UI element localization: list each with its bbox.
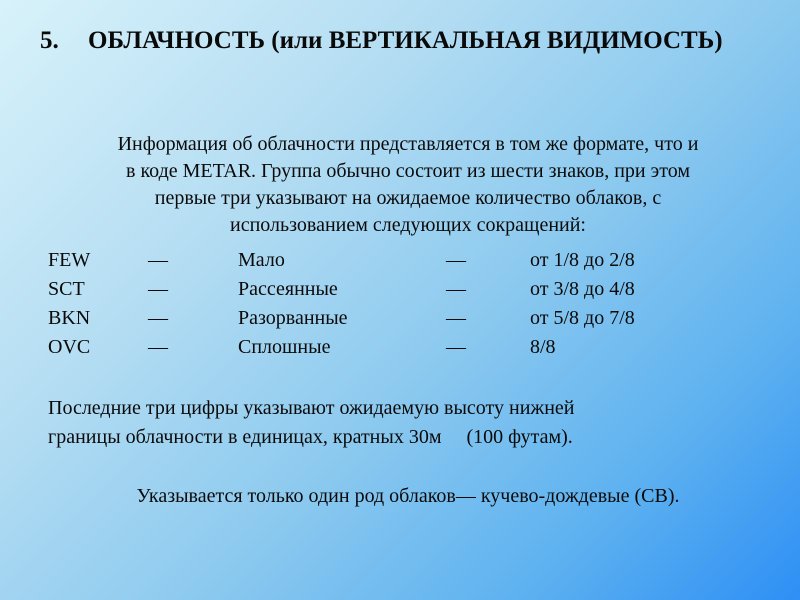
abbreviation-meaning: Рассеянные	[238, 278, 338, 300]
abbreviation-row	[48, 275, 768, 304]
paragraph-line: границы облачности в единицах, кратных 30м (100 футам).	[48, 426, 573, 448]
coverage-range: 8/8	[530, 336, 556, 358]
abbreviation-code: BKN	[48, 307, 91, 329]
intro-line: использованием следующих сокращений:	[229, 214, 586, 236]
abbreviation-row	[48, 333, 768, 362]
coverage-range: от 1/8 до 2/8	[530, 249, 635, 271]
dash-separator: —	[148, 278, 168, 300]
title-text: ОБЛАЧНОСТЬ (или ВЕРТИКАЛЬНАЯ ВИДИМОСТЬ)	[88, 27, 723, 54]
paragraph-line: Последние три цифры указывают ожидаемую высоту нижней	[48, 397, 575, 419]
intro-line: первые три указывают на ожидаемое количество облаков, с	[154, 187, 662, 209]
abbreviation-code: OVC	[48, 336, 91, 358]
abbreviation-row	[48, 246, 768, 275]
abbreviation-row	[48, 304, 768, 333]
dash-separator: —	[446, 307, 466, 329]
dash-separator: —	[148, 249, 168, 271]
abbreviation-code: SCT	[48, 278, 85, 300]
slide-title	[40, 24, 780, 58]
title-number: 5.	[40, 27, 59, 54]
abbreviation-meaning: Мало	[238, 249, 285, 271]
dash-separator: —	[148, 307, 168, 329]
dash-separator: —	[446, 249, 466, 271]
intro-line: Информация об облачности представляется в том же формате, что и	[117, 133, 699, 155]
dash-separator: —	[446, 336, 466, 358]
dash-separator: —	[446, 278, 466, 300]
dash-separator: —	[148, 336, 168, 358]
cloud-base-height-paragraph	[48, 394, 768, 452]
intro-line: в коде METAR. Группа обычно состоит из шести знаков, при этом	[126, 160, 690, 182]
abbreviation-table	[48, 246, 768, 362]
coverage-range: от 3/8 до 4/8	[530, 278, 635, 300]
cloud-type-note: Указывается только один род облаков— кучево-дождевые (CB).	[136, 485, 680, 507]
abbreviation-meaning: Сплошные	[238, 336, 331, 358]
intro-paragraph	[48, 131, 768, 239]
abbreviation-code: FEW	[48, 249, 91, 271]
coverage-range: от 5/8 до 7/8	[530, 307, 635, 329]
abbreviation-meaning: Разорванные	[238, 307, 348, 329]
